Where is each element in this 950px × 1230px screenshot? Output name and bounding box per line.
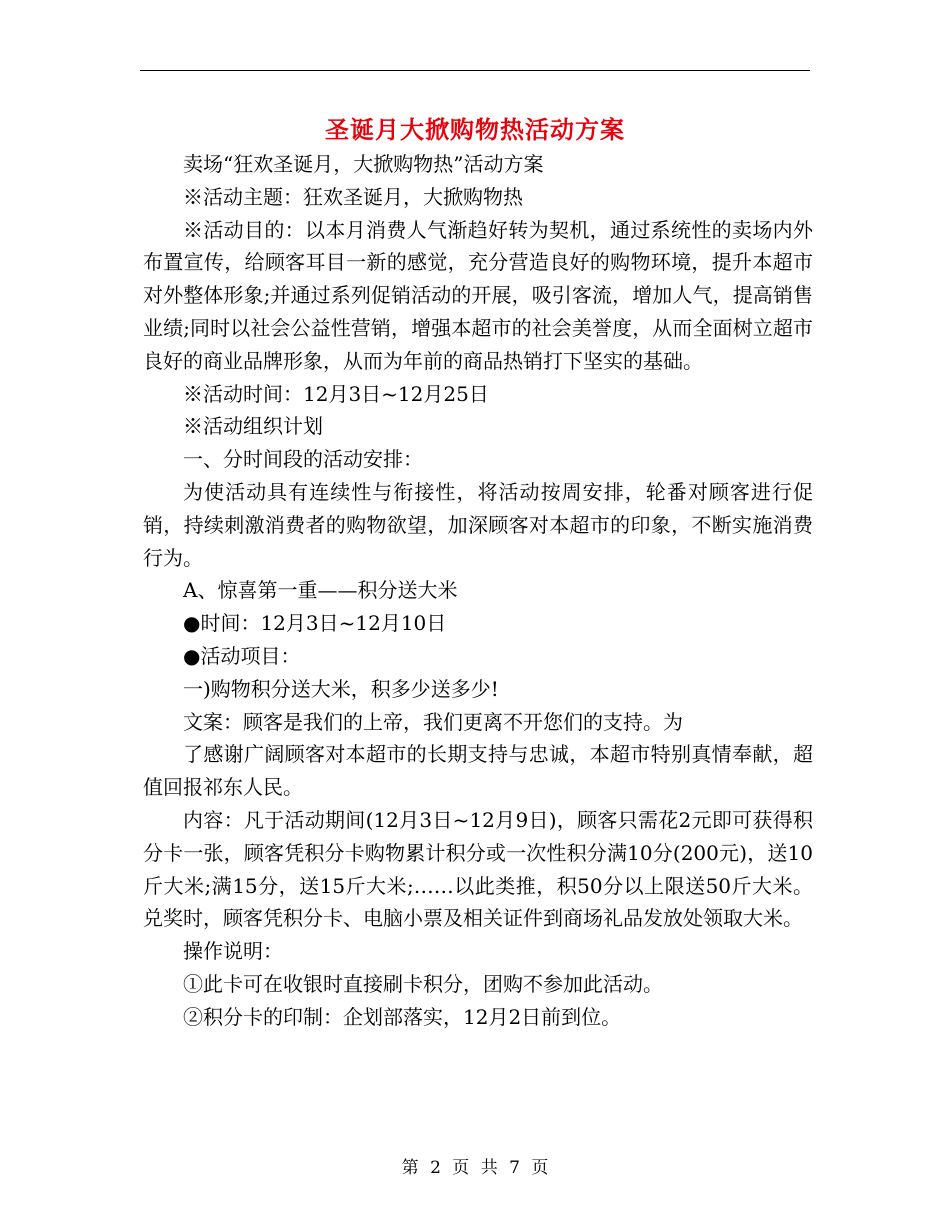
paragraph: 文案：顾客是我们的上帝，我们更离不开您们的支持。为 (183, 709, 683, 734)
paragraph: 内容：凡于活动期间(12月3日~12月9日)，顾客只需花2元即可获得积分卡一张，顾客凭积分卡购物累计积分或一次性积分满10分(200元)，送10斤大米;满15分，送15斤大米;……以此类推，积50分以上限送50斤大米。兑奖时，顾客凭积分卡、电脑小票及相关证件到商场礼品发放处领取大米。 (143, 807, 813, 931)
paragraph: ②积分卡的印制：企划部落实，12月2日前到位。 (183, 1004, 622, 1029)
paragraph: ※活动主题：狂欢圣诞月，大掀购物热 (183, 184, 523, 209)
paragraph: 为使活动具有连续性与衔接性，将活动按周安排，轮番对顾客进行促销，持续刺激消费者的购物欲望，加深顾客对本超市的印象，不断实施消费行为。 (143, 479, 813, 570)
header-rule (140, 70, 810, 71)
paragraph: 卖场“狂欢圣诞月，大掀购物热”活动方案 (183, 152, 544, 176)
paragraph: 了感谢广阔顾客对本超市的长期支持与忠诚，本超市特别真情奉献，超值回报祁东人民。 (143, 742, 813, 800)
document-title: 圣诞月大掀购物热活动方案 (325, 115, 625, 144)
paragraph: 一)购物积分送大米，积多少送多少! (183, 676, 499, 701)
paragraph: 操作说明： (183, 939, 283, 964)
paragraph: ①此卡可在收银时直接刷卡积分，团购不参加此活动。 (183, 971, 663, 996)
page-footer: 第 2 页 共 7 页 (401, 1158, 549, 1178)
paragraph: ●活动项目： (183, 643, 301, 668)
document-body (143, 148, 813, 1034)
paragraph: 一、分时间段的活动安排： (183, 447, 423, 472)
paragraph: ※活动组织计划 (183, 414, 323, 439)
paragraph: ※活动时间：12月3日~12月25日 (183, 381, 489, 406)
paragraph: ※活动目的：以本月消费人气渐趋好转为契机，通过系统性的卖场内外布置宣传，给顾客耳目一新的感觉，充分营造良好的购物环境，提升本超市对外整体形象;并通过系列促销活动的开展，吸引客流，增加人气，提高销售业绩;同时以社会公益性营销，增强本超市的社会美誉度，从而全面树立超市良好的商业品牌形象，从而为年前的商品热销打下坚实的基础。 (143, 217, 813, 373)
paragraph: A、惊喜第一重——积分送大米 (183, 578, 458, 603)
paragraph: ●时间：12月3日~12月10日 (183, 611, 447, 636)
